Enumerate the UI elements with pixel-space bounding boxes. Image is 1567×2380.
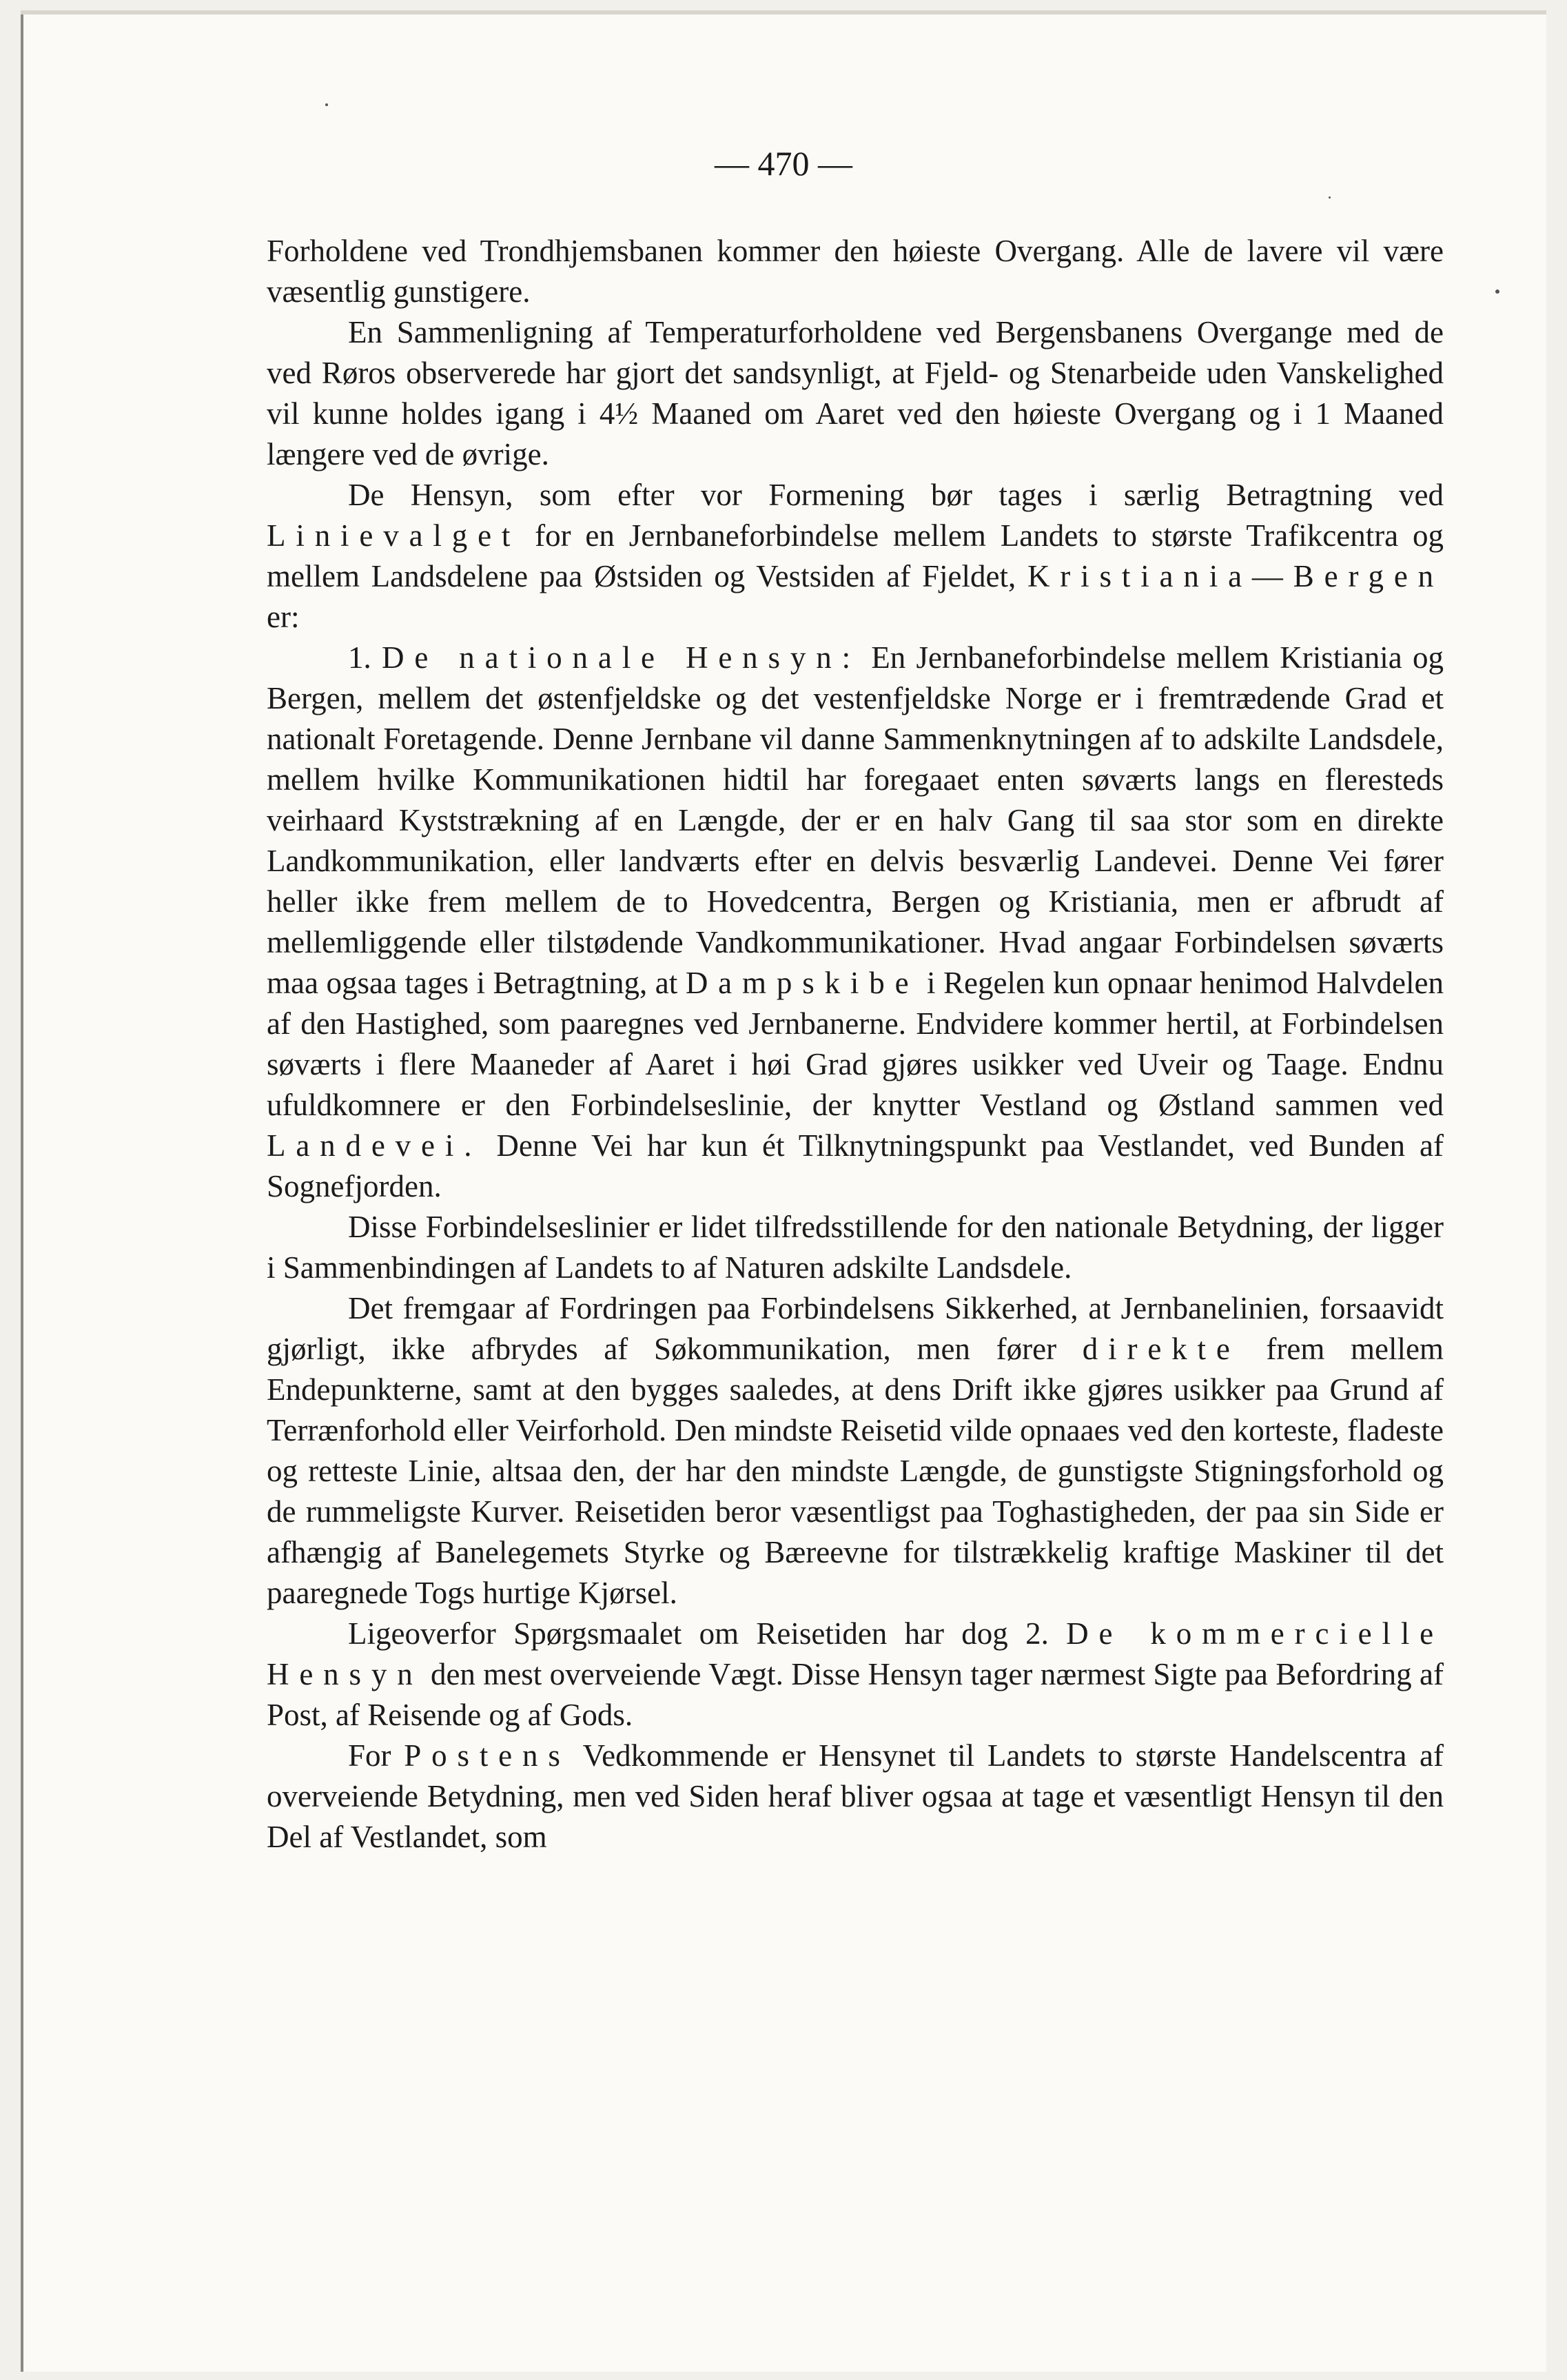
text-run: 1. (348, 640, 382, 675)
body-text (267, 231, 1444, 1858)
paragraph (267, 1736, 1444, 1858)
spaced-emphasis: Landevei. (267, 1128, 482, 1163)
text-run: Disse Forbindelseslinier er lidet tilfredsstillende for den nationale Betydning, der ligger i Sammenbindingen af Landets to af Naturen adskilte Landsdele. (267, 1210, 1444, 1285)
text-run: En Jernbaneforbindelse mellem Kristiania og Bergen, mellem det østenfjeldske og det vestenfjeldske Norge er i fremtrædende Grad et nationalt Foretagende. Denne Jernbane vil danne Sammenknytningen af to adskilte Landsdele, mellem hvilke Kommunikationen hidtil har foregaaet enten søværts langs en fleresteds veirhaard Kyststrækning af en Længde, der er en halv Gang til saa stor som en direkte Landkommunikation, eller landværts efter en delvis besværlig Landevei. Denne Vei fører heller ikke frem mellem de to Hovedcentra, Bergen og Kristiania, men er afbrudt af mellemliggende eller tilstødende Vandkommunikationer. Hvad angaar Forbindelsen søværts maa ogsaa tages i Betragtning, at (267, 640, 1444, 1000)
spaced-emphasis: Kristiania—Bergen (1027, 559, 1444, 593)
text-run: for en Jernbaneforbindelse mellem Landets to største Trafikcentra og mellem Landsdelene paa Østsiden og Vestsiden af Fjeldet, (267, 518, 1444, 593)
speck-mark (1495, 289, 1499, 294)
page-number: — 470 — (715, 144, 852, 183)
paragraph (267, 638, 1444, 1207)
paragraph (267, 1207, 1444, 1288)
paragraph (267, 1288, 1444, 1614)
spaced-emphasis: Dampskibe (685, 966, 919, 1000)
text-run: Vedkommende er Hensynet til Landets to største Handelscentra af overveiende Betydning, men ved Siden heraf bliver ogsaa at tage et væsentligt Hensyn til den Del af Vestlandet, som (267, 1738, 1444, 1854)
speck-mark (1329, 196, 1331, 199)
text-run: Forholdene ved Trondhjemsbanen kommer den høieste Overgang. Alle de lavere vil være væsentlig gunstigere. (267, 234, 1444, 309)
text-run: For (348, 1738, 404, 1773)
spaced-emphasis: Postens (404, 1738, 571, 1773)
spaced-emphasis: direkte (1082, 1332, 1240, 1366)
paragraph (267, 475, 1444, 638)
paragraph (267, 1614, 1444, 1736)
paragraph (267, 312, 1444, 475)
text-run: i Regelen kun opnaar henimod Halvdelen af den Hastighed, som paaregnes ved Jernbanerne. Endvidere kommer hertil, at Forbindelsen søværts i flere Maaneder af Aaret i høi Grad gjøres usikker ved Uveir og Taage. Endnu ufuldkomnere er den Forbindelseslinie, der knytter Vestland og Østland sammen ved (267, 966, 1444, 1122)
text-run: De Hensyn, som efter vor Formening bør tages i særlig Betragtning ved (348, 478, 1444, 512)
text-run: Ligeoverfor Spørgsmaalet om Reisetiden har dog 2. (348, 1616, 1067, 1651)
text-run: den mest overveiende Vægt. Disse Hensyn tager nærmest Sigte paa Befordring af Post, af Reisende og af Gods. (267, 1657, 1444, 1732)
text-run: frem mellem Endepunkterne, samt at den bygges saaledes, at dens Drift ikke gjøres usikker paa Grund af Terrænforhold eller Veirforhold. Den mindste Reisetid vilde opnaaes ved den korteste, fladeste og retteste Linie, altsaa den, der har den mindste Længde, de gunstigste Stigningsforhold og de rummeligste Kurver. Reisetiden beror væsentligst paa Toghastigheden, der paa sin Side er afhængig af Banelegemets Styrke og Bæreevne for tilstrækkelig kraftige Maskiner til det paaregnede Togs hurtige Kjørsel. (267, 1332, 1444, 1610)
speck-mark (325, 103, 328, 106)
text-run: En Sammenligning af Temperaturforholdene ved Bergensbanens Overgange med de ved Røros observerede har gjort det sandsynligt, at Fjeld- og Stenarbeide uden Vanskelighed vil kunne holdes igang i 4½ Maaned om Aaret ved den høieste Overgang og i 1 Maaned længere ved de øvrige. (267, 315, 1444, 471)
text-run: Det fremgaar af Fordringen paa Forbindelsens Sikkerhed, at Jernbanelinien, forsaavidt gjørligt, ikke afbrydes af Søkommunikation, men fører (267, 1291, 1444, 1366)
text-run: Denne Vei har kun ét Tilknytningspunkt paa Vestlandet, ved Bunden af Sognefjorden. (267, 1128, 1444, 1203)
text-run: er: (267, 600, 300, 634)
paragraph (267, 231, 1444, 312)
spaced-emphasis: Linievalget (267, 518, 521, 553)
spaced-emphasis: De kommercielle Hensyn (267, 1616, 1444, 1691)
spaced-emphasis: De nationale Hensyn: (382, 640, 861, 675)
